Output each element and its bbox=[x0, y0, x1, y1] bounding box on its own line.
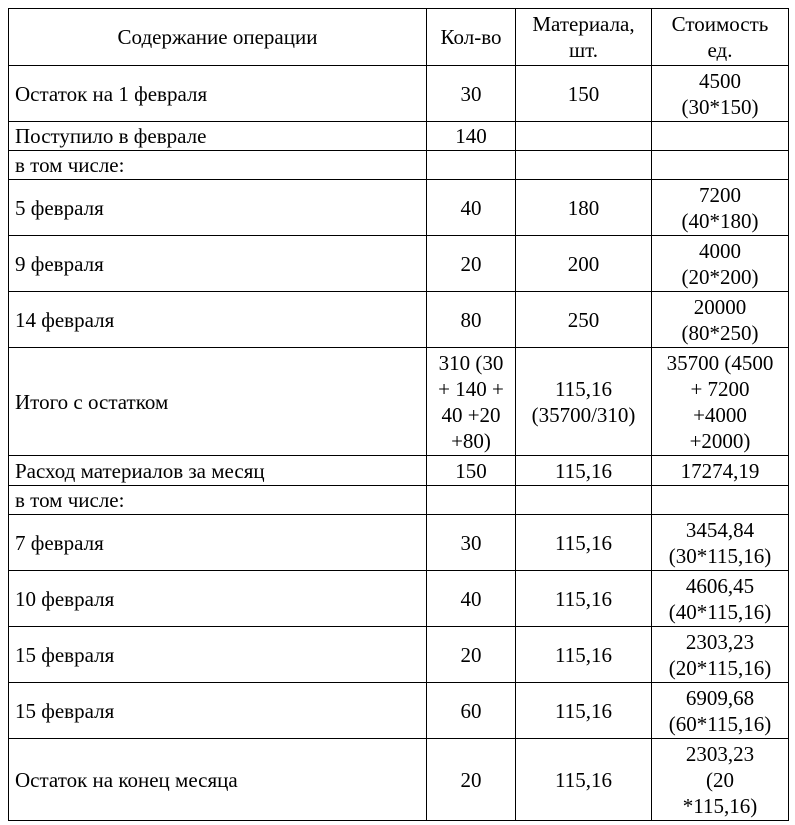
operation-cell: 7 февраля bbox=[9, 515, 427, 571]
cost-cell: 4500 (30*150) bbox=[652, 66, 789, 122]
operation-cell: Итого с остатком bbox=[9, 348, 427, 456]
table-row bbox=[9, 683, 789, 739]
operation-cell: 9 февраля bbox=[9, 236, 427, 292]
table-row bbox=[9, 151, 789, 180]
quantity-cell: 140 bbox=[427, 122, 516, 151]
operation-cell: в том числе: bbox=[9, 486, 427, 515]
price-cell: 115,16 bbox=[516, 739, 652, 821]
cost-cell: 35700 (4500 + 7200 +4000 +2000) bbox=[652, 348, 789, 456]
operation-cell: 14 февраля bbox=[9, 292, 427, 348]
cost-cell bbox=[652, 486, 789, 515]
table-row bbox=[9, 180, 789, 236]
price-cell: 115,16 bbox=[516, 571, 652, 627]
cost-cell: 7200 (40*180) bbox=[652, 180, 789, 236]
header-row bbox=[9, 9, 789, 66]
price-cell: 115,16 (35700/310) bbox=[516, 348, 652, 456]
price-cell bbox=[516, 151, 652, 180]
cost-cell: 3454,84 (30*115,16) bbox=[652, 515, 789, 571]
operation-cell: 15 февраля bbox=[9, 683, 427, 739]
table-row bbox=[9, 486, 789, 515]
quantity-cell: 30 bbox=[427, 515, 516, 571]
price-cell: 115,16 bbox=[516, 515, 652, 571]
quantity-cell: 80 bbox=[427, 292, 516, 348]
price-cell: 200 bbox=[516, 236, 652, 292]
materials-table bbox=[8, 8, 789, 821]
price-cell bbox=[516, 486, 652, 515]
quantity-cell: 60 bbox=[427, 683, 516, 739]
table-row bbox=[9, 515, 789, 571]
operation-cell: Остаток на 1 февраля bbox=[9, 66, 427, 122]
table-row bbox=[9, 456, 789, 486]
table-row bbox=[9, 66, 789, 122]
operation-cell: Остаток на конец месяца bbox=[9, 739, 427, 821]
price-cell: 150 bbox=[516, 66, 652, 122]
quantity-cell: 20 bbox=[427, 627, 516, 683]
cost-cell: 4000 (20*200) bbox=[652, 236, 789, 292]
price-cell bbox=[516, 122, 652, 151]
quantity-cell: 150 bbox=[427, 456, 516, 486]
table-row bbox=[9, 627, 789, 683]
quantity-cell: 40 bbox=[427, 571, 516, 627]
table-row bbox=[9, 292, 789, 348]
operation-cell: 10 февраля bbox=[9, 571, 427, 627]
price-cell: 115,16 bbox=[516, 627, 652, 683]
operation-cell: в том числе: bbox=[9, 151, 427, 180]
cost-cell bbox=[652, 151, 789, 180]
table-row bbox=[9, 571, 789, 627]
table-row bbox=[9, 122, 789, 151]
quantity-cell: 20 bbox=[427, 739, 516, 821]
price-cell: 180 bbox=[516, 180, 652, 236]
cost-cell bbox=[652, 122, 789, 151]
price-cell: 115,16 bbox=[516, 456, 652, 486]
price-cell: 115,16 bbox=[516, 683, 652, 739]
quantity-cell: 310 (30 + 140 + 40 +20 +80) bbox=[427, 348, 516, 456]
cost-cell: 6909,68 (60*115,16) bbox=[652, 683, 789, 739]
quantity-cell: 30 bbox=[427, 66, 516, 122]
quantity-cell bbox=[427, 151, 516, 180]
header-material-price: Материала, шт. bbox=[516, 9, 652, 66]
quantity-cell: 20 bbox=[427, 236, 516, 292]
table-row bbox=[9, 348, 789, 456]
header-quantity: Кол-во bbox=[427, 9, 516, 66]
table-row bbox=[9, 236, 789, 292]
table-row bbox=[9, 739, 789, 821]
header-unit-cost: Стоимость ед. bbox=[652, 9, 789, 66]
cost-cell: 2303,23 (20 *115,16) bbox=[652, 739, 789, 821]
operation-cell: 5 февраля bbox=[9, 180, 427, 236]
cost-cell: 4606,45 (40*115,16) bbox=[652, 571, 789, 627]
quantity-cell: 40 bbox=[427, 180, 516, 236]
cost-cell: 2303,23 (20*115,16) bbox=[652, 627, 789, 683]
operation-cell: 15 февраля bbox=[9, 627, 427, 683]
cost-cell: 17274,19 bbox=[652, 456, 789, 486]
operation-cell: Расход материалов за месяц bbox=[9, 456, 427, 486]
operation-cell: Поступило в феврале bbox=[9, 122, 427, 151]
header-operation: Содержание операции bbox=[9, 9, 427, 66]
cost-cell: 20000 (80*250) bbox=[652, 292, 789, 348]
quantity-cell bbox=[427, 486, 516, 515]
price-cell: 250 bbox=[516, 292, 652, 348]
